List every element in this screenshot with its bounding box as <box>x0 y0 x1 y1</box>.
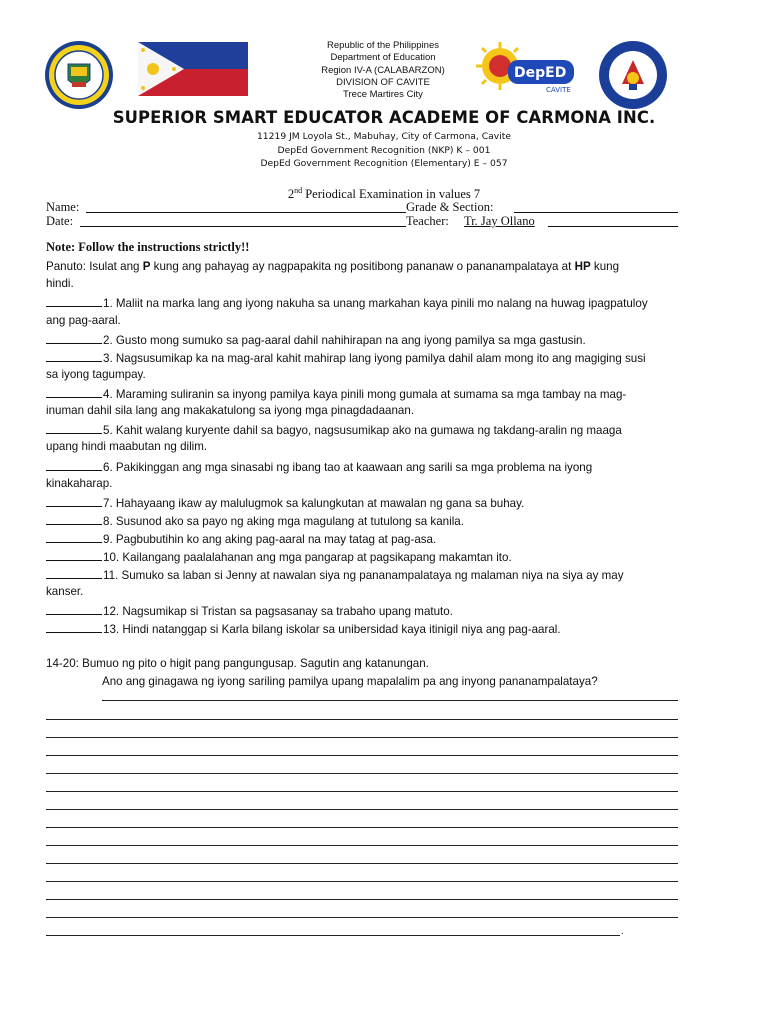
question-item-11 <box>46 567 624 582</box>
question-item-4 <box>46 386 626 401</box>
deped-logo-text: DepED <box>514 65 567 81</box>
answer-blank[interactable] <box>46 495 102 507</box>
question-text: 13. Hindi natanggap si Karla bilang iskolar sa unibersidad kaya itinigil niya ang pag-aaral. <box>103 623 561 636</box>
essay-answer-line[interactable] <box>46 719 678 720</box>
philippine-flag-image <box>138 42 248 96</box>
answer-blank[interactable] <box>46 459 102 471</box>
gov-line: Region IV-A (CALABARZON) <box>321 64 445 76</box>
answer-blank[interactable] <box>46 386 102 398</box>
essay-answer-line[interactable] <box>46 773 678 774</box>
essay-answer-line[interactable] <box>46 755 678 756</box>
question-text: 7. Hahayaang ikaw ay malulugmok sa kalungkutan at mawalan ng gana sa buhay. <box>103 497 525 510</box>
answer-blank[interactable] <box>46 332 102 344</box>
deped-seal-logo <box>598 40 668 110</box>
question-text: 1. Maliit na marka lang ang iyong nakuha sa unang markahan kaya pinili mo nalang na huwag ipagpatuloy <box>103 297 648 310</box>
question-item-3 <box>46 350 646 365</box>
answer-blank[interactable] <box>46 621 102 633</box>
exam-title-text: Periodical Examination in values 7 <box>302 187 481 202</box>
question-item-10 <box>46 549 512 564</box>
question-item-5 <box>46 422 622 437</box>
school-seal-logo <box>44 40 114 110</box>
essay-answer-line[interactable] <box>46 917 678 918</box>
essay-answer-line[interactable] <box>46 845 678 846</box>
instructions-p-keyword: P <box>142 260 151 273</box>
name-field[interactable] <box>86 200 406 213</box>
date-label: Date: <box>46 214 74 228</box>
question-item-9 <box>46 531 436 546</box>
question-text: 8. Susunod ako sa payo ng aking mga magulang at tutulong sa kanila. <box>103 515 464 528</box>
question-text: 5. Kahit walang kuryente dahil sa bagyo, nagsusumikap ako na gumawa ng takdang-aralin ng maaga <box>103 424 622 437</box>
date-field[interactable] <box>80 214 406 227</box>
gov-line: Department of Education <box>330 52 436 64</box>
exam-title-ordinal: nd <box>294 186 303 195</box>
question-item-1-cont: ang pag-aaral. <box>46 314 121 327</box>
question-text: 2. Gusto mong sumuko sa pag-aaral dahil nahihirapan na ang iyong pamilya sa mga gastusin. <box>103 334 586 347</box>
gov-line: DIVISION OF CAVITE <box>336 76 430 88</box>
teacher-name: Tr. Jay Ollano <box>464 214 535 228</box>
grade-section-field[interactable] <box>514 200 678 213</box>
question-item-6-cont: kinakaharap. <box>46 477 113 490</box>
essay-answer-line[interactable] <box>46 809 678 810</box>
question-item-3-cont: sa iyong tagumpay. <box>46 368 146 381</box>
answer-blank[interactable] <box>46 603 102 615</box>
government-header <box>258 40 508 101</box>
answer-blank[interactable] <box>46 422 102 434</box>
question-text: 4. Maraming suliranin sa inyong pamilya kaya pinili mong gumala at sumama sa mga tambay na mag- <box>103 388 627 401</box>
recognition-line: DepEd Government Recognition (Elementary) E – 057 <box>260 158 508 169</box>
instructions-line <box>46 260 619 273</box>
question-item-6 <box>46 459 592 474</box>
essay-answer-line[interactable] <box>46 881 678 882</box>
essay-heading: 14-20: Bumuo ng pito o higit pang pangungusap. Sagutin ang katanungan. <box>46 657 429 670</box>
answer-blank[interactable] <box>46 531 102 543</box>
essay-answer-line[interactable] <box>102 700 678 701</box>
essay-answer-line[interactable] <box>46 737 678 738</box>
question-item-4-cont: inuman dahil sila lang ang makakatulong sa iyong mga pinagdadaanan. <box>46 404 415 417</box>
gov-line: Republic of the Philippines <box>327 40 439 51</box>
name-label: Name: <box>46 200 80 214</box>
essay-answer-line[interactable] <box>46 791 678 792</box>
essay-answer-line[interactable] <box>46 827 678 828</box>
instructions-text: kung <box>590 260 620 273</box>
teacher-underline <box>548 214 678 227</box>
answer-blank[interactable] <box>46 513 102 525</box>
question-item-12 <box>46 603 453 618</box>
question-item-8 <box>46 513 464 528</box>
school-name: SUPERIOR SMART EDUCATOR ACADEME OF CARMONA INC. <box>112 108 656 127</box>
question-item-11-cont: kanser. <box>46 585 84 598</box>
question-text: 3. Nagsusumikap ka na mag-aral kahit mahirap lang iyong pamilya dahil alam mong ito ang magiging susi <box>103 352 646 365</box>
deped-logo-subtext: CAVITE <box>546 86 571 94</box>
instructions-text: kung ang pahayag ay nagpapakita ng positibong pananaw o pananampalataya at <box>150 260 575 273</box>
question-text: 9. Pagbubutihin ko ang aking pag-aaral na may tatag at pag-asa. <box>103 533 437 546</box>
essay-question: Ano ang ginagawa ng iyong sariling pamilya upang mapalalim pa ang inyong pananampalataya? <box>102 675 598 688</box>
question-item-5-cont: upang hindi maabutan ng dilim. <box>46 440 208 453</box>
question-item-13 <box>46 621 561 636</box>
question-text: 10. Kailangang paalalahanan ang mga pangarap at pagsikapang makamtan ito. <box>103 551 512 564</box>
school-address <box>0 130 768 171</box>
teacher-label: Teacher: <box>406 214 449 228</box>
note-heading: Note: Follow the instructions strictly!! <box>46 240 250 254</box>
date-teacher-row <box>46 214 678 230</box>
answer-blank[interactable] <box>46 350 102 362</box>
address-line: 11219 JM Loyola St., Mabuhay, City of Carmona, Cavite <box>256 131 512 142</box>
question-text: 11. Sumuko sa laban si Jenny at nawalan siya ng pananampalataya ng malaman niya na siya ay may <box>103 569 624 582</box>
question-text: 12. Nagsumikap si Tristan sa pagsasanay sa trabaho upang matuto. <box>103 605 453 618</box>
essay-answer-line[interactable] <box>46 863 678 864</box>
answer-blank[interactable] <box>46 549 102 561</box>
question-item-2 <box>46 332 586 347</box>
essay-answer-line[interactable] <box>46 935 620 936</box>
grade-section-label: Grade & Section: <box>406 200 494 214</box>
question-item-7 <box>46 495 524 510</box>
answer-blank[interactable] <box>46 295 102 307</box>
recognition-line: DepEd Government Recognition (NKP) K – 001 <box>277 144 491 156</box>
instructions-hp-keyword: HP <box>574 260 591 273</box>
answer-blank[interactable] <box>46 567 102 579</box>
essay-answer-line[interactable] <box>46 899 678 900</box>
gov-line: Trece Martires City <box>343 89 423 101</box>
question-item-1 <box>46 295 648 310</box>
instructions-text: Panuto: Isulat ang <box>46 260 143 273</box>
instructions-line-2: hindi. <box>46 277 74 290</box>
question-text: 6. Pakikinggan ang mga sinasabi ng ibang tao at kaawaan ang sarili sa mga problema na iyong <box>103 461 593 474</box>
exam-title-number: 2 <box>287 187 295 202</box>
essay-end-mark: . <box>621 926 624 937</box>
